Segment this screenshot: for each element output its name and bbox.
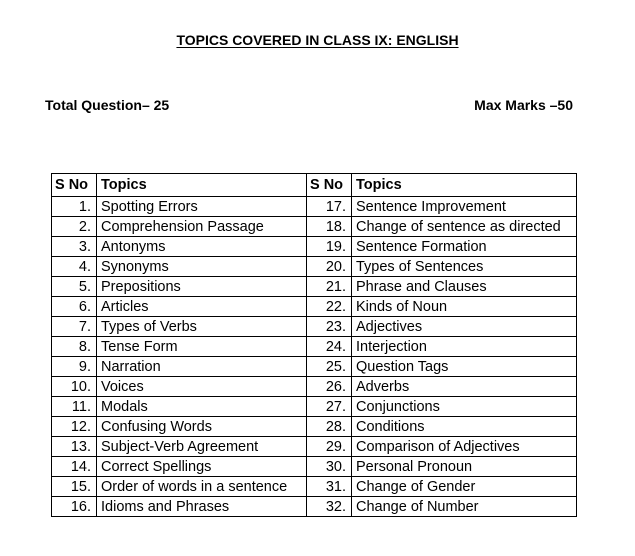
sno-cell: 28. [307, 417, 352, 437]
table-row [52, 297, 577, 317]
sno-cell: 7. [52, 317, 97, 337]
header-topics-right: Topics [352, 174, 577, 197]
page-title-text: TOPICS COVERED IN CLASS IX: ENGLISH [176, 32, 459, 48]
table-header-row [52, 174, 577, 197]
sno-cell: 12. [52, 417, 97, 437]
table-row [52, 357, 577, 377]
sno-cell: 22. [307, 297, 352, 317]
topic-cell: Personal Pronoun [352, 457, 577, 477]
max-marks: Max Marks –50 [474, 97, 573, 113]
topic-cell: Interjection [352, 337, 577, 357]
topic-cell: Types of Verbs [97, 317, 307, 337]
sno-cell: 18. [307, 217, 352, 237]
topic-cell: Voices [97, 377, 307, 397]
sno-cell: 16. [52, 497, 97, 517]
topic-cell: Prepositions [97, 277, 307, 297]
table-row [52, 437, 577, 457]
sno-cell: 17. [307, 197, 352, 217]
topics-table [51, 173, 577, 517]
sno-cell: 29. [307, 437, 352, 457]
sno-cell: 10. [52, 377, 97, 397]
sno-cell: 20. [307, 257, 352, 277]
sno-cell: 2. [52, 217, 97, 237]
sno-cell: 1. [52, 197, 97, 217]
topic-cell: Change of sentence as directed [352, 217, 577, 237]
topic-cell: Modals [97, 397, 307, 417]
topic-cell: Sentence Improvement [352, 197, 577, 217]
total-question: Total Question– 25 [45, 97, 170, 113]
sno-cell: 6. [52, 297, 97, 317]
sno-cell: 23. [307, 317, 352, 337]
sno-cell: 25. [307, 357, 352, 377]
table-body [52, 197, 577, 517]
sno-cell: 26. [307, 377, 352, 397]
sno-cell: 5. [52, 277, 97, 297]
table-row [52, 457, 577, 477]
sno-cell: 3. [52, 237, 97, 257]
topic-cell: Sentence Formation [352, 237, 577, 257]
table-row [52, 277, 577, 297]
table-row [52, 417, 577, 437]
topic-cell: Confusing Words [97, 417, 307, 437]
topic-cell: Types of Sentences [352, 257, 577, 277]
topic-cell: Articles [97, 297, 307, 317]
sno-cell: 4. [52, 257, 97, 277]
sno-cell: 31. [307, 477, 352, 497]
sno-cell: 8. [52, 337, 97, 357]
sno-cell: 27. [307, 397, 352, 417]
topic-cell: Idioms and Phrases [97, 497, 307, 517]
topic-cell: Adverbs [352, 377, 577, 397]
topic-cell: Order of words in a sentence [97, 477, 307, 497]
topic-cell: Change of Number [352, 497, 577, 517]
topic-cell: Spotting Errors [97, 197, 307, 217]
topic-cell: Synonyms [97, 257, 307, 277]
sno-cell: 19. [307, 237, 352, 257]
sno-cell: 21. [307, 277, 352, 297]
table-row [52, 237, 577, 257]
header-sno-right: S No [307, 174, 352, 197]
sno-cell: 24. [307, 337, 352, 357]
topic-cell: Conditions [352, 417, 577, 437]
topic-cell: Correct Spellings [97, 457, 307, 477]
topic-cell: Question Tags [352, 357, 577, 377]
topic-cell: Narration [97, 357, 307, 377]
topic-cell: Subject-Verb Agreement [97, 437, 307, 457]
topic-cell: Antonyms [97, 237, 307, 257]
table-row [52, 477, 577, 497]
topic-cell: Adjectives [352, 317, 577, 337]
table-row [52, 257, 577, 277]
topic-cell: Comprehension Passage [97, 217, 307, 237]
table-row [52, 217, 577, 237]
sno-cell: 9. [52, 357, 97, 377]
topic-cell: Tense Form [97, 337, 307, 357]
topic-cell: Change of Gender [352, 477, 577, 497]
table-row [52, 377, 577, 397]
topic-cell: Kinds of Noun [352, 297, 577, 317]
table-row [52, 317, 577, 337]
sno-cell: 15. [52, 477, 97, 497]
header-sno-left: S No [52, 174, 97, 197]
topic-cell: Conjunctions [352, 397, 577, 417]
topic-cell: Comparison of Adjectives [352, 437, 577, 457]
sno-cell: 11. [52, 397, 97, 417]
page-title [0, 32, 635, 48]
sno-cell: 14. [52, 457, 97, 477]
header-topics-left: Topics [97, 174, 307, 197]
table-row [52, 197, 577, 217]
sno-cell: 13. [52, 437, 97, 457]
table-row [52, 497, 577, 517]
table-row [52, 337, 577, 357]
topic-cell: Phrase and Clauses [352, 277, 577, 297]
table-row [52, 397, 577, 417]
sno-cell: 30. [307, 457, 352, 477]
sno-cell: 32. [307, 497, 352, 517]
